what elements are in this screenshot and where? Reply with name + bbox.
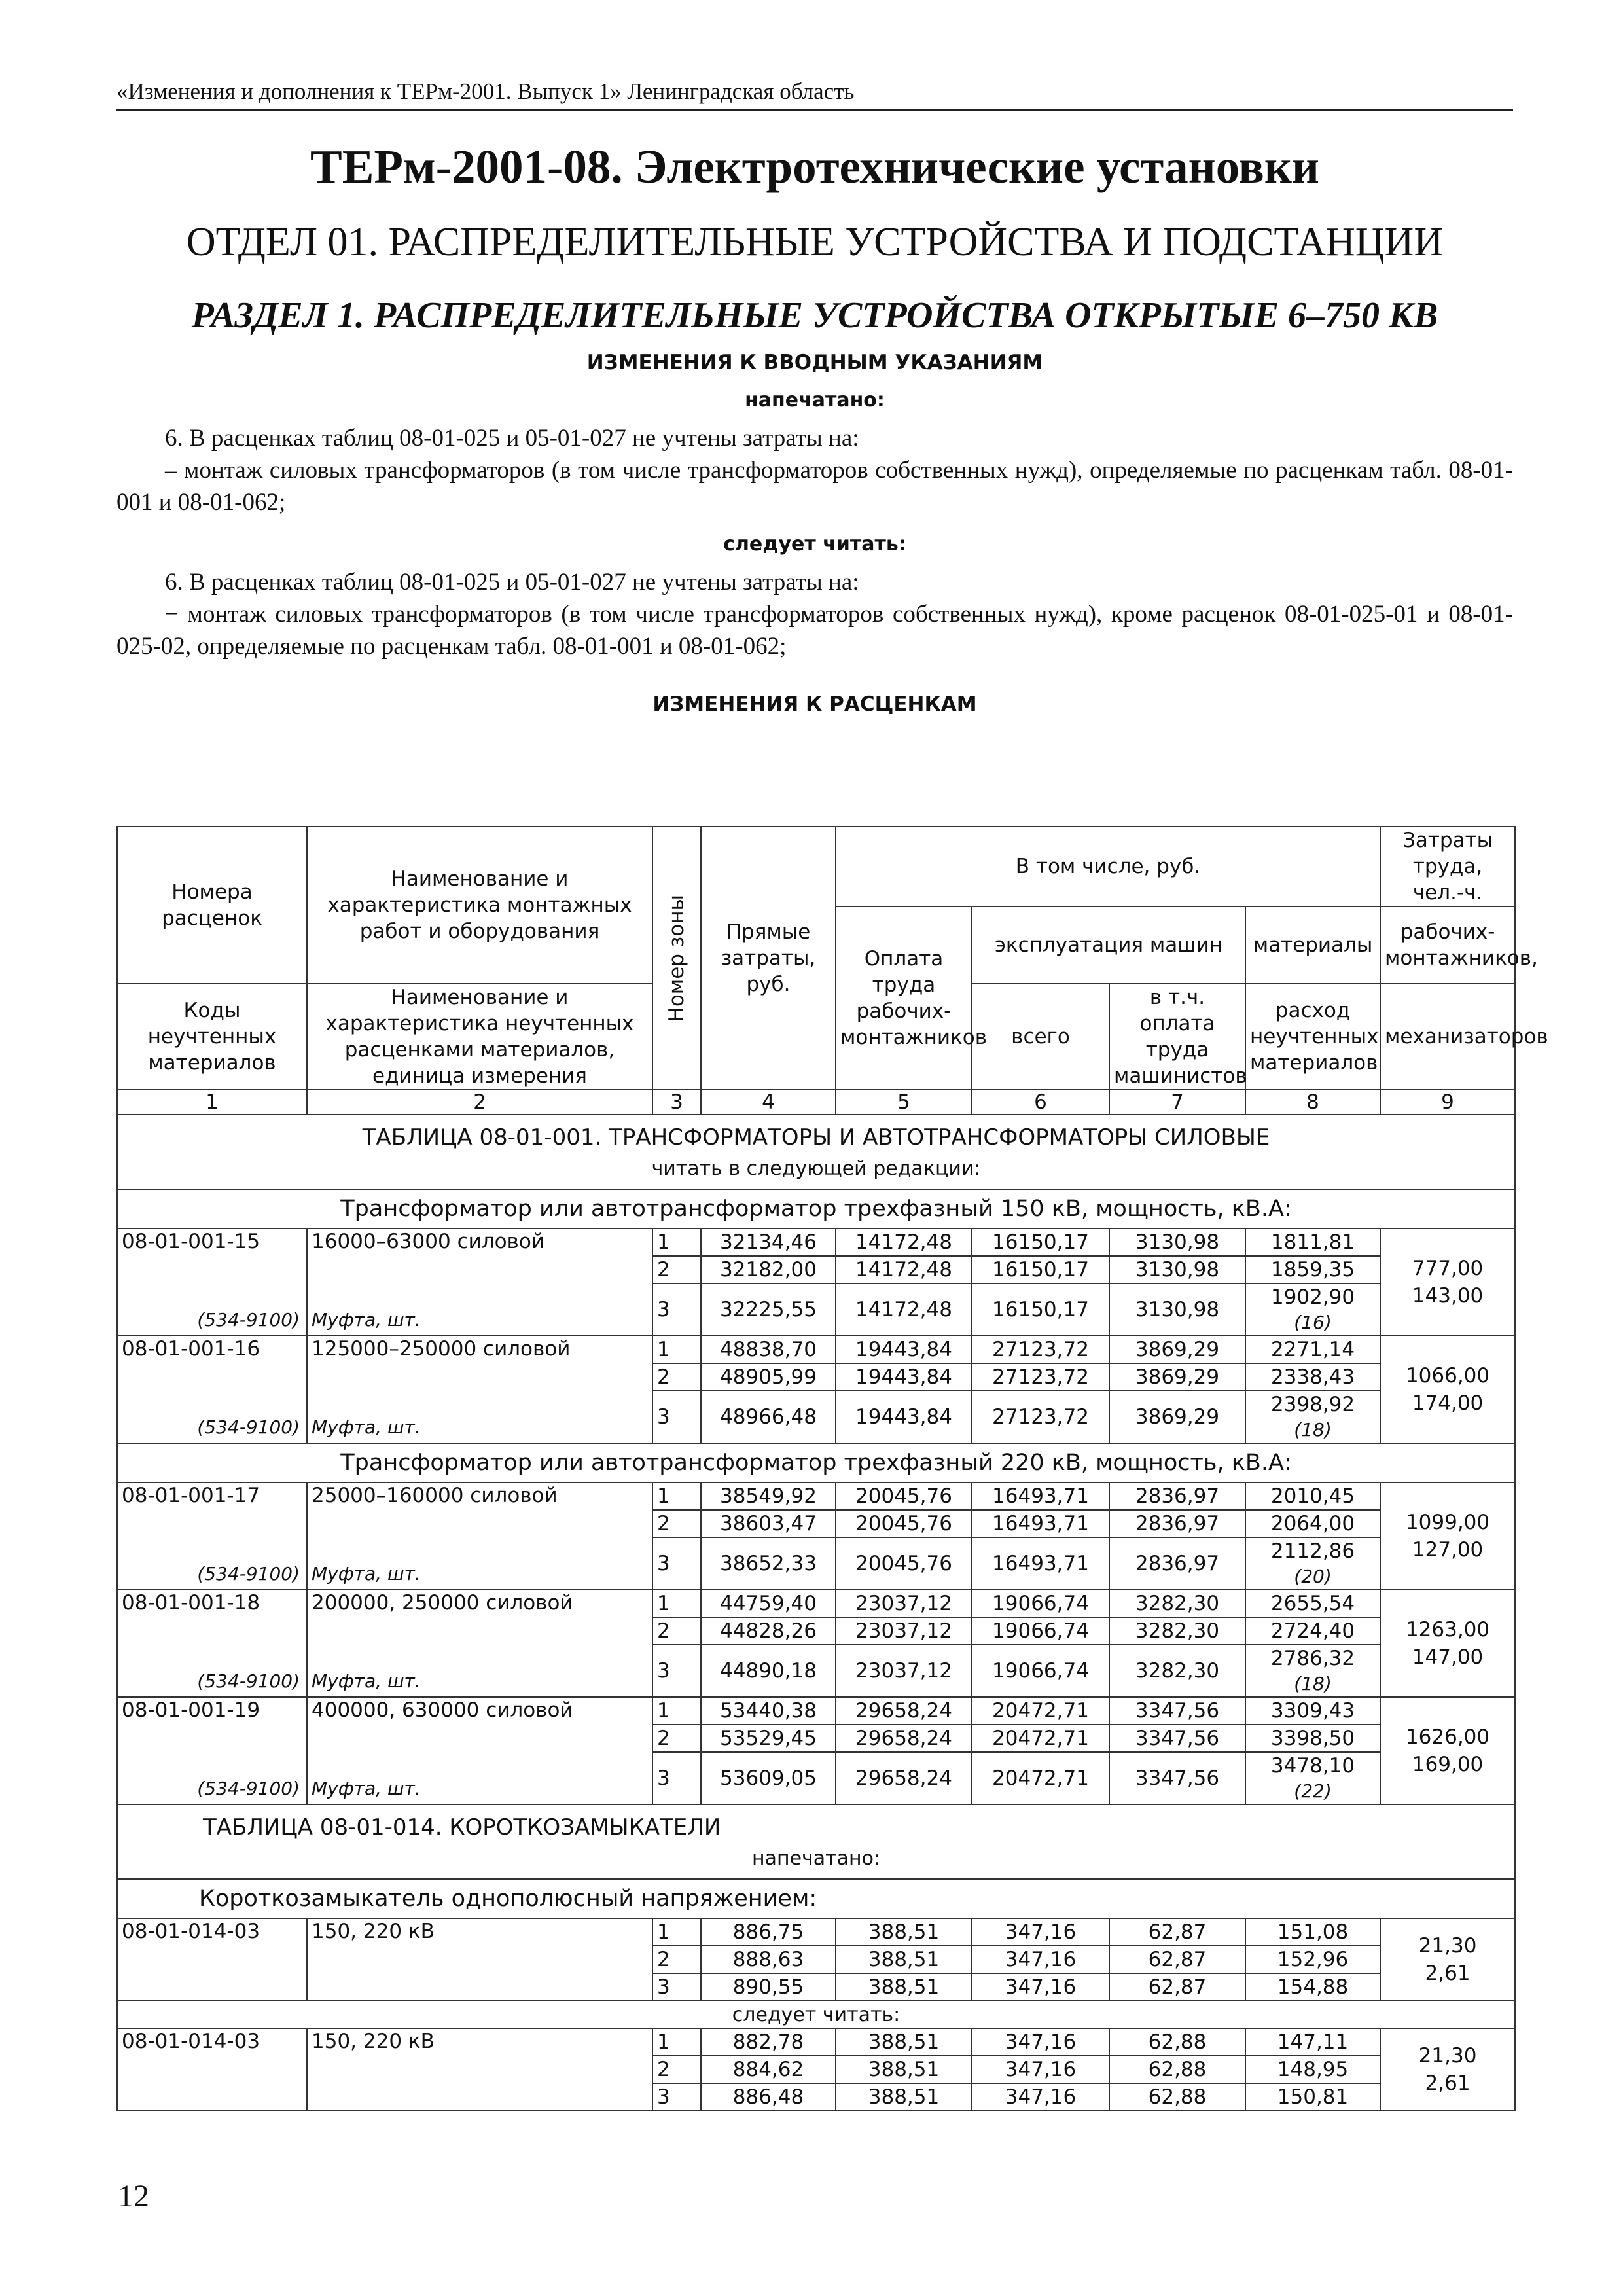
rate-name-text: 16000–63000 силовой (312, 1230, 544, 1253)
rate-value: 347,16 (972, 1918, 1109, 1946)
rate-code (117, 1482, 307, 1590)
table-body (117, 1115, 1515, 2111)
rate-value: 3869,29 (1109, 1391, 1245, 1443)
rate-value: 2010,45 (1245, 1482, 1380, 1510)
zone-number: 3 (652, 1391, 701, 1443)
rate-value: 388,51 (836, 1973, 972, 2001)
rate-code-text: 08-01-001-18 (122, 1591, 260, 1615)
zone-number: 1 (652, 1482, 701, 1510)
zone-number: 2 (652, 1510, 701, 1537)
rate-value: 44890,18 (701, 1645, 836, 1697)
rate-code-text: 08-01-001-19 (122, 1698, 260, 1722)
section-heading: РАЗДЕЛ 1. РАСПРЕДЕЛИТЕЛЬНЫЕ УСТРОЙСТВА ОТКРЫТЫЕ 6–750 КВ (191, 295, 1438, 336)
read-label-row (117, 2001, 1515, 2028)
rate-value: 20472,71 (972, 1725, 1109, 1752)
header-direct: Прямые затраты, руб. (701, 827, 836, 1090)
rate-value: 3478,10 (1245, 1752, 1380, 1779)
rate-value: 44759,40 (701, 1590, 836, 1617)
rate-zone-row (117, 1229, 1515, 1256)
rate-value: 19066,74 (972, 1590, 1109, 1617)
rate-value: 347,16 (972, 2028, 1109, 2056)
rate-value: 388,51 (836, 2028, 972, 2056)
rate-value: 148,95 (1245, 2056, 1380, 2083)
rate-code (117, 1918, 307, 2001)
rate-value: 347,16 (972, 1973, 1109, 2001)
header-materials: материалы (1245, 906, 1380, 984)
rate-value: 2112,86 (1245, 1537, 1380, 1564)
department-heading: ОТДЕЛ 01. РАСПРЕДЕЛИТЕЛЬНЫЕ УСТРОЙСТВА И ПОДСТАНЦИИ (186, 220, 1444, 264)
rate-value: 27123,72 (972, 1391, 1109, 1443)
header-codes: Номера расценок (117, 827, 307, 984)
col-number: 6 (972, 1090, 1109, 1115)
header-machines: эксплуатация машин (972, 906, 1245, 984)
zone-number: 3 (652, 2083, 701, 2111)
labor-cost (1380, 1697, 1515, 1804)
table-001-title-row (117, 1115, 1515, 1189)
rate-code-text: 08-01-014-03 (122, 1920, 260, 1943)
rate-value: 3282,30 (1109, 1590, 1245, 1617)
rate-value: 16493,71 (972, 1482, 1109, 1510)
rate-value: 23037,12 (836, 1617, 972, 1645)
rate-value: 2836,97 (1109, 1482, 1245, 1510)
rate-value: 62,88 (1109, 2083, 1245, 2111)
rate-value: 38652,33 (701, 1537, 836, 1590)
rate-value: 48838,70 (701, 1336, 836, 1363)
rate-value: 29658,24 (836, 1752, 972, 1804)
col-number: 3 (652, 1090, 701, 1115)
material-name: Муфта, шт. (312, 1309, 421, 1331)
rate-value: 884,62 (701, 2056, 836, 2083)
header-mat-codes: Коды неучтенных материалов (117, 984, 307, 1090)
rate-value: 20472,71 (972, 1697, 1109, 1725)
col-number: 2 (307, 1090, 652, 1115)
page-number: 12 (118, 2179, 149, 2214)
rate-value: 3309,43 (1245, 1697, 1380, 1725)
rate-value: 3282,30 (1109, 1645, 1245, 1697)
rate-code-text: 08-01-001-17 (122, 1484, 260, 1507)
rate-value: 53440,38 (701, 1697, 836, 1725)
labor-cost (1380, 1482, 1515, 1590)
rate-zone-row (117, 1336, 1515, 1363)
rate-value: 16150,17 (972, 1256, 1109, 1283)
rate-code (117, 1590, 307, 1697)
labor-cost (1380, 1590, 1515, 1697)
material-quantity: (18) (1245, 1672, 1380, 1697)
group-220kv-title: Трансформатор или автотрансформатор трехфазный 220 кВ, мощность, кВ.А: (117, 1443, 1515, 1482)
zone-number: 1 (652, 2028, 701, 2056)
read-paragraph-2: − монтаж силовых трансформаторов (в том числе трансформаторов собственных нужд), кроме расценок 08-01-025-01 и 08-01-025-02, определяемые по расценкам табл. 08-01-001 и 08-01-062; (116, 601, 1513, 660)
labor-workers-value: 1066,00 (1405, 1364, 1490, 1388)
rate-value: 48966,48 (701, 1391, 836, 1443)
rate-value: 388,51 (836, 1946, 972, 1973)
labor-cost (1380, 2028, 1515, 2111)
header-mat-consumption: расход неучтенных материалов (1245, 984, 1380, 1090)
zone-number: 3 (652, 1537, 701, 1590)
rate-value: 2271,14 (1245, 1336, 1380, 1363)
rate-zone-row (117, 1590, 1515, 1617)
document-title: ТЕРм-2001-08. Электротехнические установки (310, 140, 1319, 193)
material-code: (534-9100) (197, 1670, 300, 1692)
header-labor-workers: рабочих-монтажников, (1380, 906, 1515, 984)
rate-value: 150,81 (1245, 2083, 1380, 2111)
printed-paragraph-1: 6. В расценках таблиц 08-01-025 и 05-01-027 не учтены затраты на: (165, 425, 859, 452)
labor-mech-value: 169,00 (1412, 1753, 1484, 1776)
rate-value: 62,87 (1109, 1918, 1245, 1946)
material-quantity: (16) (1245, 1310, 1380, 1336)
rate-name (307, 2028, 652, 2111)
zone-number: 1 (652, 1697, 701, 1725)
column-numbers-row (117, 1090, 1515, 1115)
rate-value: 20045,76 (836, 1537, 972, 1590)
labor-mech-value: 127,00 (1412, 1538, 1484, 1562)
group-short-circuiter-title: Короткозамыкатель однополюсный напряжением: (117, 1879, 1515, 1918)
rate-value: 152,96 (1245, 1946, 1380, 1973)
rate-value: 2724,40 (1245, 1617, 1380, 1645)
header-name: Наименование и характеристика монтажных работ и оборудования (307, 827, 652, 984)
material-code: (534-9100) (197, 1309, 300, 1331)
rate-value: 20045,76 (836, 1482, 972, 1510)
rate-value: 62,88 (1109, 2056, 1245, 2083)
header-total: всего (972, 984, 1109, 1090)
rate-value: 19066,74 (972, 1617, 1109, 1645)
rate-value: 2338,43 (1245, 1363, 1380, 1391)
rate-code (117, 1336, 307, 1443)
labor-workers-value: 1263,00 (1405, 1618, 1490, 1641)
rate-value: 886,48 (701, 2083, 836, 2111)
rate-value: 62,87 (1109, 1973, 1245, 2001)
labor-mech-value: 147,00 (1412, 1645, 1484, 1669)
table-014-title: ТАБЛИЦА 08-01-014. КОРОТКОЗАМЫКАТЕЛИ (203, 1814, 721, 1840)
rate-name-text: 400000, 630000 силовой (312, 1698, 573, 1722)
rate-value: 2786,32 (1245, 1645, 1380, 1672)
rate-value: 53529,45 (701, 1725, 836, 1752)
rate-value: 3398,50 (1245, 1725, 1380, 1752)
rate-value: 23037,12 (836, 1590, 972, 1617)
rate-value: 16150,17 (972, 1229, 1109, 1256)
rate-name-text: 150, 220 кВ (312, 2030, 435, 2053)
col-number: 4 (701, 1090, 836, 1115)
rate-value: 3130,98 (1109, 1229, 1245, 1256)
rate-value: 890,55 (701, 1973, 836, 2001)
rate-value: 388,51 (836, 1918, 972, 1946)
rate-value: 3347,56 (1109, 1752, 1245, 1804)
material-code: (534-9100) (197, 1778, 300, 1799)
rate-value: 347,16 (972, 2083, 1109, 2111)
group-220kv-row (117, 1443, 1515, 1482)
rate-value: 3282,30 (1109, 1617, 1245, 1645)
col-number: 8 (1245, 1090, 1380, 1115)
rate-value: 32225,55 (701, 1283, 836, 1336)
zone-number: 1 (652, 1336, 701, 1363)
rate-value: 27123,72 (972, 1336, 1109, 1363)
zone-number: 3 (652, 1283, 701, 1336)
rate-value: 2655,54 (1245, 1590, 1380, 1617)
rate-value: 53609,05 (701, 1752, 836, 1804)
header-zone: Номер зоны (652, 827, 701, 1090)
zone-number: 2 (652, 1256, 701, 1283)
labor-cost (1380, 1229, 1515, 1336)
intro-changes-heading: ИЗМЕНЕНИЯ К ВВОДНЫМ УКАЗАНИЯМ (586, 351, 1043, 374)
rates-table (116, 826, 1548, 2111)
table-header (117, 827, 1548, 1115)
labor-mech-value: 143,00 (1412, 1284, 1484, 1308)
rate-name (307, 1482, 652, 1590)
rates-heading: ИЗМЕНЕНИЯ К РАСЦЕНКАМ (652, 692, 977, 716)
rate-value: 16493,71 (972, 1537, 1109, 1590)
labor-workers-value: 777,00 (1412, 1257, 1484, 1280)
zone-number: 1 (652, 1918, 701, 1946)
rate-value: 32134,46 (701, 1229, 836, 1256)
rate-value: 16150,17 (972, 1283, 1109, 1336)
rate-value: 3130,98 (1109, 1256, 1245, 1283)
rate-value: 38603,47 (701, 1510, 836, 1537)
rate-code-text: 08-01-001-15 (122, 1230, 260, 1253)
zone-number: 2 (652, 1617, 701, 1645)
rate-value: 29658,24 (836, 1697, 972, 1725)
rate-value: 14172,48 (836, 1256, 972, 1283)
table-001-note: читать в следующей редакции: (651, 1157, 981, 1180)
rate-code (117, 2028, 307, 2111)
rate-value: 147,11 (1245, 2028, 1380, 2056)
zone-number: 2 (652, 1725, 701, 1752)
rate-value: 347,16 (972, 2056, 1109, 2083)
rate-value: 16493,71 (972, 1510, 1109, 1537)
rate-name-text: 200000, 250000 силовой (312, 1591, 573, 1615)
document-page (116, 79, 1513, 716)
rate-value: 19066,74 (972, 1645, 1109, 1697)
rate-value: 20472,71 (972, 1752, 1109, 1804)
read-paragraph-1: 6. В расценках таблиц 08-01-025 и 05-01-027 не учтены затраты на: (165, 569, 859, 596)
zone-number: 3 (652, 1973, 701, 2001)
rate-value: 347,16 (972, 1946, 1109, 1973)
rate-value: 2064,00 (1245, 1510, 1380, 1537)
col-number: 5 (836, 1090, 972, 1115)
rate-value: 2836,97 (1109, 1510, 1245, 1537)
rate-value: 886,75 (701, 1918, 836, 1946)
rate-code (117, 1697, 307, 1804)
labor-cost (1380, 1336, 1515, 1443)
labor-workers-value: 1099,00 (1405, 1511, 1490, 1534)
header-labor-top: Затраты труда, чел.-ч. (1380, 827, 1515, 906)
rate-value: 23037,12 (836, 1645, 972, 1697)
zone-number: 3 (652, 1752, 701, 1804)
rate-value: 3869,29 (1109, 1336, 1245, 1363)
rate-value: 151,08 (1245, 1918, 1380, 1946)
printed-paragraph-2: – монтаж силовых трансформаторов (в том числе трансформаторов собственных нужд), определяемые по расценкам табл. 08-01-001 и 08-01-062; (116, 457, 1513, 516)
rate-name-text: 125000–250000 силовой (312, 1337, 571, 1361)
material-name: Муфта, шт. (312, 1563, 421, 1585)
rate-value: 3347,56 (1109, 1697, 1245, 1725)
material-code: (534-9100) (197, 1416, 300, 1438)
header-wage: Оплата труда рабочих-монтажников (836, 906, 972, 1090)
rate-name-text: 150, 220 кВ (312, 1920, 435, 1943)
rate-value: 20045,76 (836, 1510, 972, 1537)
table-014-printed-label: напечатано: (751, 1846, 881, 1870)
zone-number: 3 (652, 1645, 701, 1697)
col-number: 9 (1380, 1090, 1515, 1115)
labor-workers-value: 21,30 (1418, 1934, 1477, 1958)
material-quantity: (20) (1245, 1564, 1380, 1590)
rate-value: 14172,48 (836, 1283, 972, 1336)
header-machinist-wage: в т.ч. оплата труда машинистов (1109, 984, 1245, 1090)
material-name: Муфта, шт. (312, 1670, 421, 1692)
printed-label: напечатано: (745, 389, 885, 412)
rate-value: 19443,84 (836, 1363, 972, 1391)
rate-value: 2398,92 (1245, 1391, 1380, 1418)
zone-number: 1 (652, 1229, 701, 1256)
group-short-circuiter-row (117, 1879, 1515, 1918)
read-label: следует читать: (723, 533, 906, 556)
rate-value: 44828,26 (701, 1617, 836, 1645)
col-number: 1 (117, 1090, 307, 1115)
rate-value: 29658,24 (836, 1725, 972, 1752)
running-head: «Изменения и дополнения к ТЕРм-2001. Выпуск 1» Ленинградская область (116, 79, 1513, 111)
zone-number: 2 (652, 1363, 701, 1391)
zone-number: 2 (652, 2056, 701, 2083)
rate-value: 2836,97 (1109, 1537, 1245, 1590)
header-mat-name: Наименование и характеристика неучтенных расценками материалов, единица измерения (307, 984, 652, 1090)
table-001-title: ТАБЛИЦА 08-01-001. ТРАНСФОРМАТОРЫ И АВТОТРАНСФОРМАТОРЫ СИЛОВЫЕ (362, 1124, 1270, 1151)
zone-number: 1 (652, 1590, 701, 1617)
rate-value: 48905,99 (701, 1363, 836, 1391)
rate-value: 3869,29 (1109, 1363, 1245, 1391)
group-150kv-row (117, 1189, 1515, 1229)
rate-value: 19443,84 (836, 1391, 972, 1443)
rate-value: 38549,92 (701, 1482, 836, 1510)
labor-workers-value: 1626,00 (1405, 1725, 1490, 1749)
rate-zone-row (117, 2028, 1515, 2056)
rate-value: 3130,98 (1109, 1283, 1245, 1336)
rate-value: 1859,35 (1245, 1256, 1380, 1283)
rate-name (307, 1918, 652, 2001)
labor-cost (1380, 1918, 1515, 2001)
rate-name (307, 1697, 652, 1804)
table-014-read-label: следует читать: (117, 2001, 1515, 2028)
rate-code-text: 08-01-001-16 (122, 1337, 260, 1361)
rate-zone-row (117, 1697, 1515, 1725)
material-name: Муфта, шт. (312, 1778, 421, 1799)
rate-value: 1811,81 (1245, 1229, 1380, 1256)
rate-value: 27123,72 (972, 1363, 1109, 1391)
rate-name (307, 1336, 652, 1443)
rate-value: 388,51 (836, 2056, 972, 2083)
group-150kv-title: Трансформатор или автотрансформатор трехфазный 150 кВ, мощность, кВ.А: (117, 1189, 1515, 1229)
rate-value: 14172,48 (836, 1229, 972, 1256)
rate-zone-row (117, 1482, 1515, 1510)
material-quantity: (22) (1245, 1779, 1380, 1804)
rate-value: 3347,56 (1109, 1725, 1245, 1752)
table-014-title-row (117, 1804, 1515, 1879)
rate-name (307, 1229, 652, 1336)
rate-value: 62,88 (1109, 2028, 1245, 2056)
rate-value: 882,78 (701, 2028, 836, 2056)
rate-zone-row (117, 1918, 1515, 1946)
material-code: (534-9100) (197, 1563, 300, 1585)
labor-mech-value: 174,00 (1412, 1391, 1484, 1415)
rate-value: 154,88 (1245, 1973, 1380, 2001)
rate-value: 1902,90 (1245, 1283, 1380, 1310)
rate-name-text: 25000–160000 силовой (312, 1484, 558, 1507)
material-name: Муфта, шт. (312, 1416, 421, 1438)
zone-number: 2 (652, 1946, 701, 1973)
rate-value: 888,63 (701, 1946, 836, 1973)
labor-mech-value: 2,61 (1425, 2072, 1471, 2095)
header-incl: В том числе, руб. (836, 827, 1380, 906)
rate-name (307, 1590, 652, 1697)
rate-value: 32182,00 (701, 1256, 836, 1283)
labor-workers-value: 21,30 (1418, 2044, 1477, 2068)
rate-value: 62,87 (1109, 1946, 1245, 1973)
header-labor-mech: механизаторов (1380, 984, 1515, 1090)
rate-value: 388,51 (836, 2083, 972, 2111)
labor-mech-value: 2,61 (1425, 1962, 1471, 1985)
rate-code (117, 1229, 307, 1336)
col-number: 7 (1109, 1090, 1245, 1115)
rate-code-text: 08-01-014-03 (122, 2030, 260, 2053)
rate-value: 19443,84 (836, 1336, 972, 1363)
material-quantity: (18) (1245, 1418, 1380, 1443)
